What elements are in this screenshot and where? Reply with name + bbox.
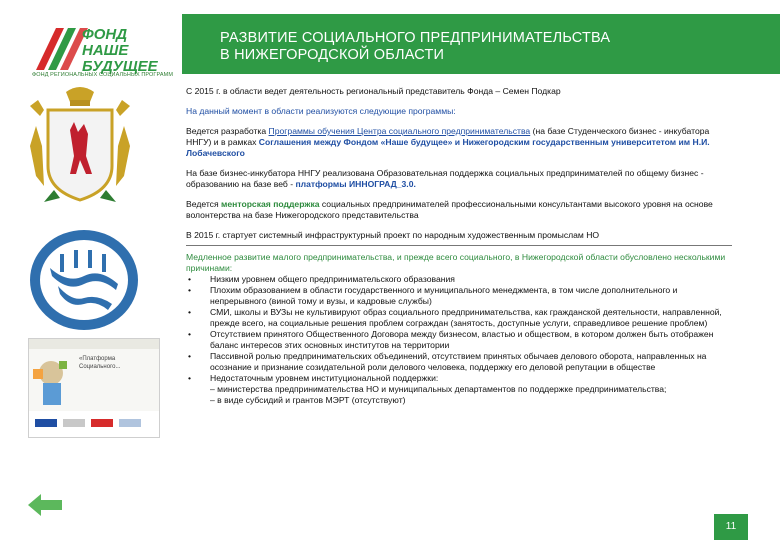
program-training-paragraph bbox=[186, 126, 732, 159]
text-span: На базе бизнес-инкубатора ННГУ реализована Образовательная поддержка социальных предпринимателей по общему бизнес - образованию на базе веб - bbox=[186, 168, 704, 189]
mentoring-paragraph bbox=[186, 199, 732, 221]
title-line-2: В НИЖЕГОРОДСКОЙ ОБЛАСТИ bbox=[220, 47, 445, 63]
logo-line3: БУДУЩЕЕ bbox=[82, 58, 158, 75]
text-span: социальных предпринимателей профессиональными консультантами высокого уровня на основе волонтерства на базе Нижегородского представительства bbox=[186, 199, 713, 220]
logo-tagline: ФОНД РЕГИОНАЛЬНЫХ СОЦИАЛЬНЫХ ПРОГРАММ bbox=[32, 72, 174, 78]
logo-line2: НАШЕ bbox=[82, 42, 129, 59]
reasons-intro: Медленное развитие малого предпринимательства, и прежде всего социального, в Нижегородской области обусловлено несколькими причинами: bbox=[186, 252, 726, 273]
list-item: • Недостаточным уровнем институциональной поддержки: bbox=[186, 373, 732, 384]
divider bbox=[186, 245, 732, 246]
list-item: • Пассивной ролью предпринимательских объединений, отсутствием принятых обычаев делового оборота, направленных на осознание и признание созидательной роли делового человека, поддержку его деловой репутации в обществе bbox=[186, 351, 732, 373]
training-program-link[interactable]: Программы обучения Центра социального предпринимательства bbox=[268, 126, 531, 136]
mentoring-support-link[interactable]: менторская поддержка bbox=[221, 199, 320, 209]
website-preview-line1: «Платформа bbox=[79, 356, 116, 362]
website-preview-graphic bbox=[29, 339, 160, 438]
website-preview-line2: Социального... bbox=[79, 364, 121, 370]
list-item: • Отсутствием принятого Общественного Договора между бизнесом, властью и обществом, в котором должен быть отображен баланс интересов этих основных институтов на территории bbox=[186, 329, 732, 351]
innograd-platform-link[interactable]: платформы ИННОГРАД_3.0. bbox=[295, 179, 416, 189]
list-item: • Низким уровнем общего предпринимательского образования bbox=[186, 274, 732, 285]
page-number: 11 bbox=[714, 514, 748, 540]
incubator-paragraph bbox=[186, 168, 732, 190]
programs-heading: На данный момент в области реализуются следующие программы: bbox=[186, 106, 456, 116]
list-item: • Плохим образованием в области государственного и муниципального менеджмента, в том числе дополнительного и непрерывного (виной тому и вузы, и кадровые службы) bbox=[186, 285, 732, 307]
text-span: Ведется bbox=[186, 199, 222, 209]
sub-item-subsidies: – в виде субсидий и грантов МЭРТ (отсутствуют) bbox=[210, 395, 406, 405]
coat-of-arms-icon bbox=[30, 86, 130, 206]
title-line-1: РАЗВИТИЕ СОЦИАЛЬНОГО ПРЕДПРИНИМАТЕЛЬСТВА bbox=[220, 30, 611, 46]
intro-paragraph: С 2015 г. в области ведет деятельность региональный представитель Фонда – Семен Подкар bbox=[186, 86, 561, 96]
list-item: • СМИ, школы и ВУЗы не культивируют образ социального предпринимательства, как гражданской деятельности, направленной, прежде всего, на социальные решения проблем сограждан (занятость, доступные услуги, справедливое решение проблем) bbox=[186, 307, 732, 329]
sub-item-ministry: – министерства предпринимательства НО и муниципальных департаментов по поддержке предпринимательства; bbox=[210, 384, 667, 394]
main-content bbox=[186, 86, 732, 406]
crafts-project-paragraph: В 2015 г. стартует системный инфраструктурный проект по народным художественным промыслам НО bbox=[186, 230, 600, 240]
agreement-link[interactable]: Соглашения между Фондом «Наше будущее» и Нижегородским государственным университетом им Н.И. Лобачевского bbox=[186, 137, 710, 158]
logo-line1: ФОНД bbox=[82, 26, 128, 43]
website-preview-image bbox=[28, 338, 160, 438]
text-span: Ведется разработка bbox=[186, 126, 269, 136]
back-arrow-icon[interactable] bbox=[28, 494, 62, 516]
text-span: (на базе Студенческого бизнес - инкубатора ННГУ) и в рамках bbox=[186, 126, 710, 147]
logo-emblem-icon bbox=[36, 28, 88, 70]
page-title bbox=[220, 30, 610, 64]
unn-university-logo bbox=[28, 228, 140, 332]
reasons-list bbox=[186, 274, 732, 406]
